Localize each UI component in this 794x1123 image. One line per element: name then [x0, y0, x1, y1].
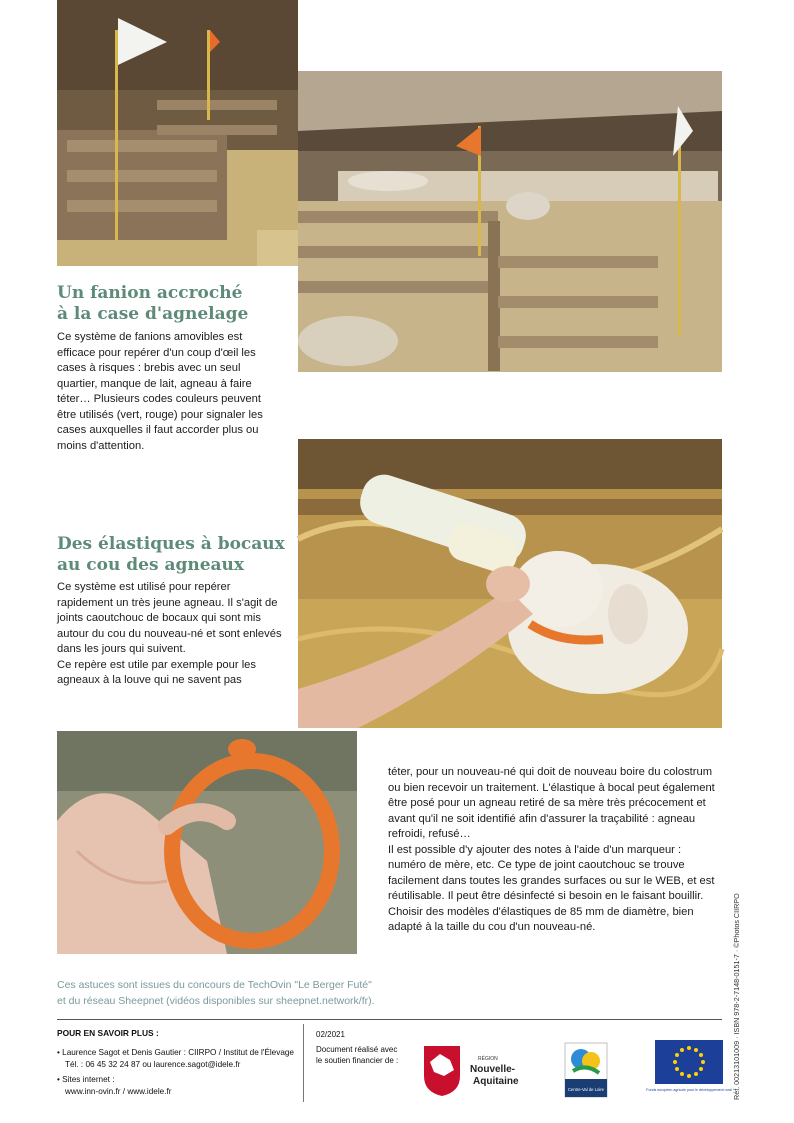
logo-eu-caption: Fonds européen agricole pour le développement rural — [646, 1088, 732, 1092]
section2-heading — [57, 534, 287, 576]
section2-continuation — [388, 765, 722, 936]
logo-region-small: RÉGION — [478, 1056, 498, 1062]
logo-region-name1: Nouvelle- — [470, 1064, 516, 1075]
footer-more-info — [57, 1027, 297, 1098]
sources-line1: Ces astuces sont issues du concours de TechOvin "Le Berger Futé" — [57, 979, 372, 991]
footer-sites-label: • Sites internet : — [57, 1075, 115, 1084]
section2-paragraph — [57, 580, 283, 689]
photo-lamb-bottle-feeding — [298, 439, 722, 728]
section1-paragraph — [57, 330, 283, 454]
section2-continuation2: Il est possible d'y ajouter des notes à l'aide d'un marqueur : numéro de mère, etc. Ce type de joint caoutchouc se trouve facilement dans toutes les grandes surfaces ou sur le WEB, et est réutilisable. Il peut être désinfecté si besoin en le faisant bouillir. Choisir des modèles d'élastiques de 85 mm de diamètre, bien adapté à la taille du cou d'un nouveau-né. — [388, 843, 715, 933]
logo-nouvelle-aquitaine — [420, 1042, 530, 1098]
section2-heading-line1: Des élastiques à bocaux — [57, 534, 285, 554]
vertical-reference-text: Réf. 00213101009 · ISBN 978-2-7148-0151-7 · ©Photos CIIRPO — [732, 893, 741, 1100]
photo-lambing-pens-flags — [57, 0, 298, 266]
footer-date: 02/2021 — [316, 1030, 345, 1039]
sources-note — [57, 977, 387, 1009]
footer-funding — [316, 1029, 406, 1066]
footer-more-title: POUR EN SAVOIR PLUS : — [57, 1028, 159, 1038]
section2-continuation1: téter, pour un nouveau-né qui doit de nouveau boire du colostrum ou bien recevoir un traitement. L'élastique à bocal peut également être posé pour un agneau retiré de sa mère très précocement et avant qu'il ne soit identifié afin d'assurer la traçabilité : agneau refroidi, refusé… — [388, 766, 715, 840]
logo-cvl-text: Centre-Val de Loire — [567, 1087, 605, 1092]
section1-heading-line1: Un fanion accroché — [57, 283, 243, 303]
footer-sites-link[interactable]: www.inn-ovin.fr / www.idele.fr — [65, 1087, 172, 1096]
footer-contact-line2: Tél. : 06 45 32 24 87 ou laurence.sagot@idele.fr — [65, 1060, 241, 1069]
section1-heading-line2: à la case d'agnelage — [57, 304, 249, 324]
vertical-reference — [732, 893, 744, 1105]
logo-region-name2: Aquitaine — [473, 1076, 519, 1087]
footer-vertical-divider — [303, 1024, 304, 1102]
section1-heading — [57, 283, 287, 325]
section2-text1: Ce système est utilisé pour repérer rapidement un très jeune agneau. Il s'agit de joints caoutchouc de bocaux qui sont mis autour du cou du nouveau-né et sont enlevés dans les jours qui suivent. — [57, 581, 282, 655]
logo-european-union — [646, 1040, 732, 1102]
section1-text: Ce système de fanions amovibles est efficace pour repérer d'un coup d'œil les cases à risques : brebis avec un seul quartier, manque de lait, agneau à faire téter… Plusieurs codes couleurs peuvent être utilisés (vert, rouge) pour signaler les cases auxquelles il faut accorder plus ou moins d'attention. — [57, 331, 263, 452]
section2-heading-line2: au cou des agneaux — [57, 555, 245, 575]
sources-line2: et du réseau Sheepnet (vidéos disponibles sur sheepnet.network/fr). — [57, 995, 375, 1007]
section2-text2: Ce repère est utile par exemple pour les agneaux à la louve qui ne savent pas — [57, 658, 256, 686]
logo-centre-val-de-loire — [563, 1041, 609, 1099]
footer-divider — [57, 1019, 722, 1020]
footer-contact-line1: • Laurence Sagot et Denis Gautier : CIIRPO / Institut de l'Élevage — [57, 1048, 294, 1057]
footer-funding-line2: le soutien financier de : — [316, 1056, 399, 1065]
photo-sheepfold-flags — [298, 71, 722, 372]
footer-funding-line1: Document réalisé avec — [316, 1045, 398, 1054]
photo-jar-ring-hand — [57, 731, 357, 954]
